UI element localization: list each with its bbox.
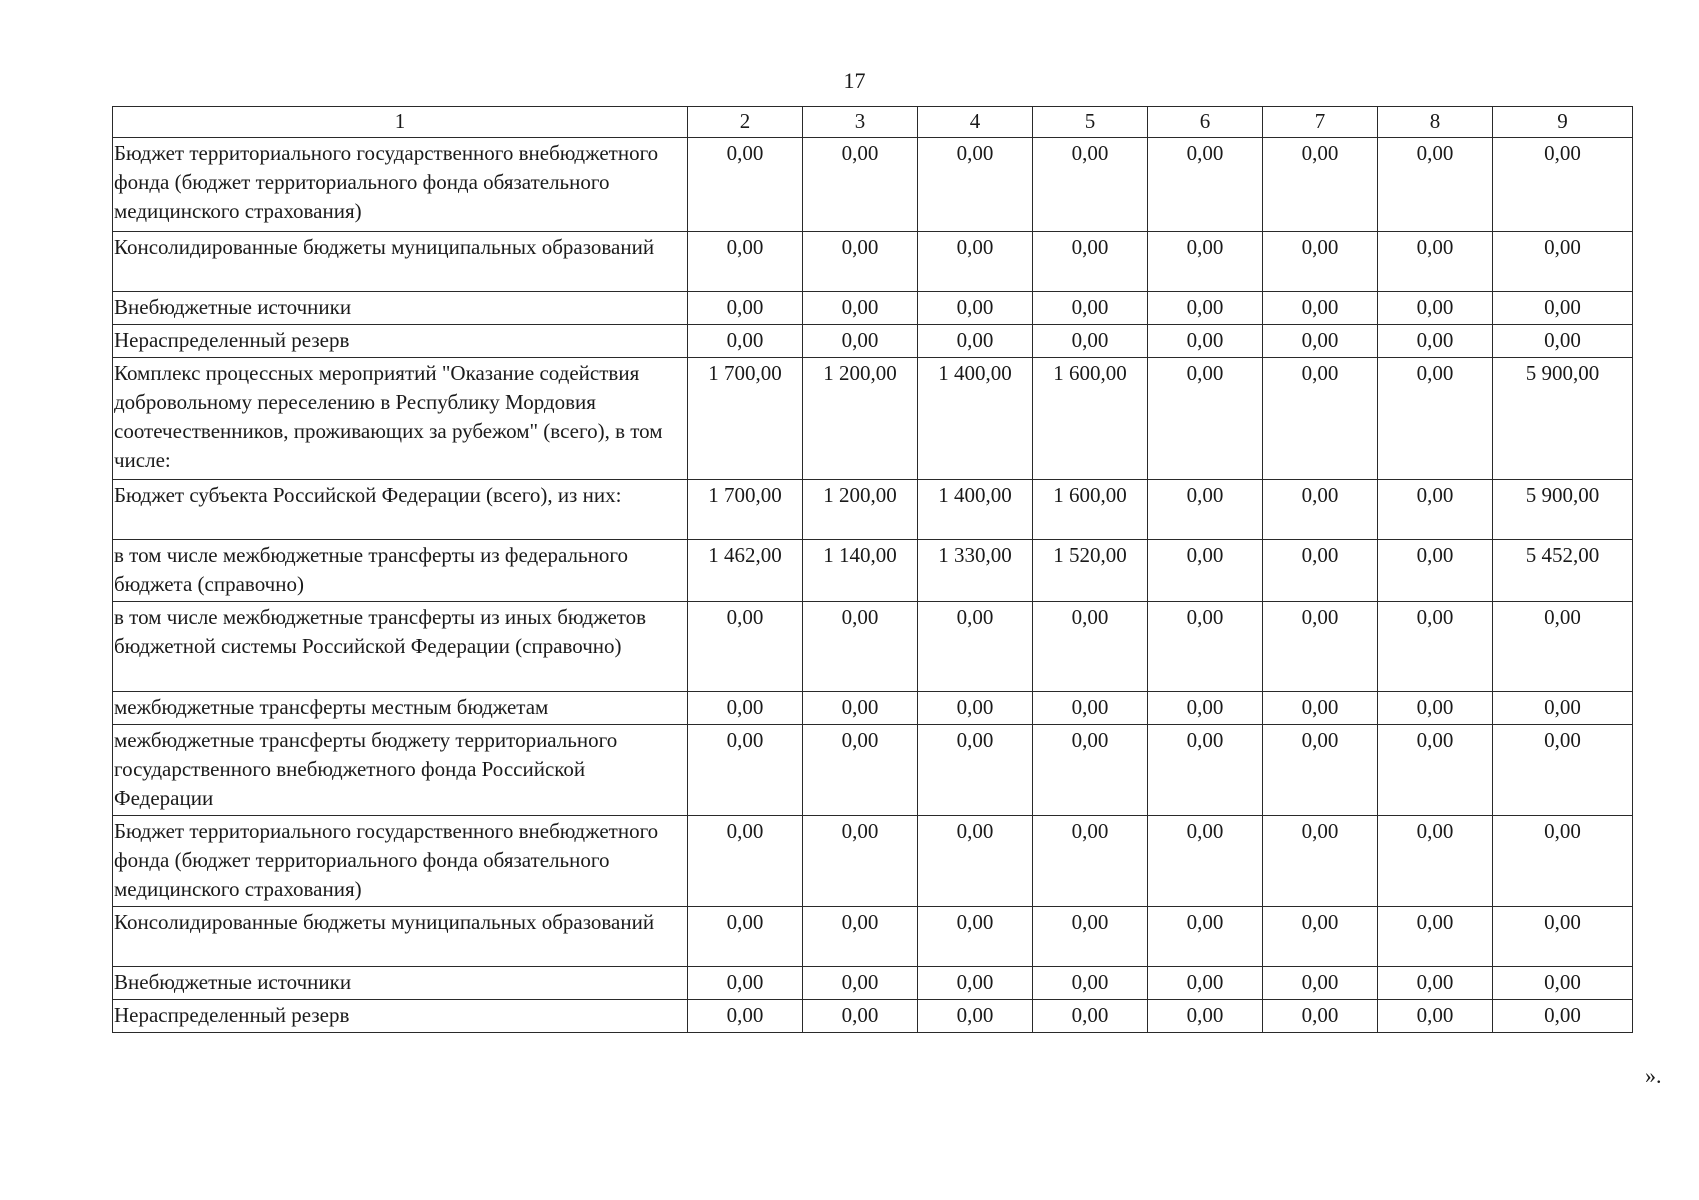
- value-cell: 0,00: [1148, 1000, 1263, 1033]
- value-cell: 0,00: [1148, 816, 1263, 907]
- value-cell: 0,00: [918, 692, 1033, 725]
- value-cell: 0,00: [1148, 725, 1263, 816]
- value-cell: 0,00: [803, 602, 918, 692]
- row-label: Внебюджетные источники: [113, 967, 688, 1000]
- value-cell: 0,00: [1263, 138, 1378, 232]
- value-cell: 0,00: [1033, 967, 1148, 1000]
- row-label: Бюджет территориального государственного внебюджетного фонда (бюджет территориального фонда обязательного медицинского страхования): [113, 816, 688, 907]
- row-label: Консолидированные бюджеты муниципальных образований: [113, 232, 688, 292]
- value-cell: 0,00: [1033, 602, 1148, 692]
- value-cell: 0,00: [1378, 692, 1493, 725]
- value-cell: 1 462,00: [688, 540, 803, 602]
- value-cell: 0,00: [1148, 480, 1263, 540]
- value-cell: 0,00: [1033, 816, 1148, 907]
- value-cell: 0,00: [1378, 358, 1493, 480]
- value-cell: 0,00: [803, 967, 918, 1000]
- value-cell: 1 400,00: [918, 358, 1033, 480]
- value-cell: 0,00: [1033, 725, 1148, 816]
- table-row: [113, 967, 1633, 1000]
- value-cell: 1 140,00: [803, 540, 918, 602]
- table-row: [113, 480, 1633, 540]
- value-cell: 0,00: [1148, 232, 1263, 292]
- value-cell: 0,00: [918, 967, 1033, 1000]
- value-cell: 0,00: [1148, 602, 1263, 692]
- value-cell: 0,00: [918, 325, 1033, 358]
- value-cell: 5 452,00: [1493, 540, 1633, 602]
- row-label: Бюджет субъекта Российской Федерации (всего), из них:: [113, 480, 688, 540]
- value-cell: 1 600,00: [1033, 480, 1148, 540]
- value-cell: 1 200,00: [803, 358, 918, 480]
- value-cell: 0,00: [1148, 138, 1263, 232]
- value-cell: 0,00: [688, 816, 803, 907]
- value-cell: 0,00: [1033, 232, 1148, 292]
- value-cell: 0,00: [803, 692, 918, 725]
- value-cell: 0,00: [1378, 725, 1493, 816]
- value-cell: 0,00: [918, 725, 1033, 816]
- table-row: [113, 232, 1633, 292]
- value-cell: 0,00: [688, 232, 803, 292]
- value-cell: 0,00: [1263, 725, 1378, 816]
- value-cell: 0,00: [688, 602, 803, 692]
- table-body: [113, 138, 1633, 1033]
- value-cell: 0,00: [803, 816, 918, 907]
- value-cell: 0,00: [1033, 1000, 1148, 1033]
- value-cell: 0,00: [1493, 816, 1633, 907]
- table-row: [113, 725, 1633, 816]
- value-cell: 1 400,00: [918, 480, 1033, 540]
- value-cell: 0,00: [688, 325, 803, 358]
- value-cell: 0,00: [803, 1000, 918, 1033]
- value-cell: 0,00: [803, 292, 918, 325]
- value-cell: 0,00: [918, 138, 1033, 232]
- value-cell: 0,00: [1378, 602, 1493, 692]
- value-cell: 0,00: [1378, 907, 1493, 967]
- value-cell: 0,00: [1493, 725, 1633, 816]
- value-cell: 0,00: [918, 816, 1033, 907]
- column-header: 9: [1493, 107, 1633, 138]
- value-cell: 1 600,00: [1033, 358, 1148, 480]
- row-label: Комплекс процессных мероприятий "Оказание содействия добровольному переселению в Республику Мордовия соотечественников, проживающих за рубежом" (всего), в том числе:: [113, 358, 688, 480]
- value-cell: 1 520,00: [1033, 540, 1148, 602]
- value-cell: 0,00: [918, 602, 1033, 692]
- row-label: в том числе межбюджетные трансферты из федерального бюджета (справочно): [113, 540, 688, 602]
- row-label: Бюджет территориального государственного внебюджетного фонда (бюджет территориального фонда обязательного медицинского страхования): [113, 138, 688, 232]
- row-label: Консолидированные бюджеты муниципальных образований: [113, 907, 688, 967]
- value-cell: 0,00: [1263, 292, 1378, 325]
- value-cell: 0,00: [1263, 602, 1378, 692]
- row-label: Внебюджетные источники: [113, 292, 688, 325]
- value-cell: 0,00: [1378, 232, 1493, 292]
- value-cell: 0,00: [918, 1000, 1033, 1033]
- value-cell: 0,00: [1263, 358, 1378, 480]
- value-cell: 0,00: [688, 725, 803, 816]
- column-header: 2: [688, 107, 803, 138]
- table-row: [113, 1000, 1633, 1033]
- value-cell: 0,00: [1148, 325, 1263, 358]
- table-row: [113, 325, 1633, 358]
- value-cell: 0,00: [688, 1000, 803, 1033]
- header-row: [113, 107, 1633, 138]
- column-header: 7: [1263, 107, 1378, 138]
- value-cell: 0,00: [1493, 907, 1633, 967]
- value-cell: 0,00: [1378, 480, 1493, 540]
- value-cell: 5 900,00: [1493, 358, 1633, 480]
- value-cell: 0,00: [1033, 138, 1148, 232]
- budget-table: [112, 106, 1633, 1033]
- table-row: [113, 816, 1633, 907]
- value-cell: 0,00: [918, 292, 1033, 325]
- column-header: 1: [113, 107, 688, 138]
- value-cell: 0,00: [1263, 325, 1378, 358]
- table-row: [113, 907, 1633, 967]
- value-cell: 0,00: [1378, 138, 1493, 232]
- value-cell: 0,00: [688, 292, 803, 325]
- value-cell: 0,00: [688, 907, 803, 967]
- row-label: в том числе межбюджетные трансферты из иных бюджетов бюджетной системы Российской Федерации (справочно): [113, 602, 688, 692]
- value-cell: 0,00: [688, 692, 803, 725]
- table-row: [113, 292, 1633, 325]
- row-label: Нераспределенный резерв: [113, 1000, 688, 1033]
- column-header: 4: [918, 107, 1033, 138]
- value-cell: 0,00: [1378, 1000, 1493, 1033]
- value-cell: 1 330,00: [918, 540, 1033, 602]
- value-cell: 0,00: [1493, 1000, 1633, 1033]
- row-label: Нераспределенный резерв: [113, 325, 688, 358]
- value-cell: 0,00: [1263, 232, 1378, 292]
- value-cell: 0,00: [1148, 692, 1263, 725]
- closing-quote-mark: ».: [1645, 1063, 1662, 1088]
- value-cell: 0,00: [1493, 692, 1633, 725]
- table-row: [113, 692, 1633, 725]
- column-header: 5: [1033, 107, 1148, 138]
- table-row: [113, 602, 1633, 692]
- value-cell: 0,00: [803, 232, 918, 292]
- value-cell: 0,00: [1033, 907, 1148, 967]
- value-cell: 0,00: [1493, 325, 1633, 358]
- value-cell: 0,00: [1148, 540, 1263, 602]
- value-cell: 0,00: [803, 138, 918, 232]
- value-cell: 0,00: [1033, 692, 1148, 725]
- column-header: 8: [1378, 107, 1493, 138]
- value-cell: 0,00: [1263, 540, 1378, 602]
- value-cell: 0,00: [1148, 967, 1263, 1000]
- page-number: 17: [843, 68, 866, 93]
- value-cell: 1 700,00: [688, 358, 803, 480]
- value-cell: 1 700,00: [688, 480, 803, 540]
- value-cell: 0,00: [1378, 540, 1493, 602]
- value-cell: 0,00: [803, 725, 918, 816]
- value-cell: 0,00: [1493, 138, 1633, 232]
- value-cell: 0,00: [1493, 602, 1633, 692]
- value-cell: 0,00: [1378, 967, 1493, 1000]
- value-cell: 0,00: [1378, 325, 1493, 358]
- value-cell: 0,00: [1493, 967, 1633, 1000]
- value-cell: 0,00: [918, 232, 1033, 292]
- row-label: межбюджетные трансферты бюджету территориального государственного внебюджетного фонда Российской Федерации: [113, 725, 688, 816]
- value-cell: 0,00: [803, 907, 918, 967]
- value-cell: 0,00: [1263, 1000, 1378, 1033]
- value-cell: 0,00: [918, 907, 1033, 967]
- value-cell: 0,00: [1263, 816, 1378, 907]
- value-cell: 5 900,00: [1493, 480, 1633, 540]
- value-cell: 0,00: [688, 138, 803, 232]
- value-cell: 0,00: [1033, 325, 1148, 358]
- table-header: [113, 107, 1633, 138]
- value-cell: 0,00: [1148, 358, 1263, 480]
- value-cell: 1 200,00: [803, 480, 918, 540]
- value-cell: 0,00: [1263, 967, 1378, 1000]
- table-row: [113, 138, 1633, 232]
- value-cell: 0,00: [1033, 292, 1148, 325]
- value-cell: 0,00: [1493, 232, 1633, 292]
- table-row: [113, 358, 1633, 480]
- value-cell: 0,00: [1263, 907, 1378, 967]
- table-row: [113, 540, 1633, 602]
- value-cell: 0,00: [1378, 292, 1493, 325]
- value-cell: 0,00: [1263, 480, 1378, 540]
- column-header: 3: [803, 107, 918, 138]
- column-header: 6: [1148, 107, 1263, 138]
- value-cell: 0,00: [1148, 292, 1263, 325]
- row-label: межбюджетные трансферты местным бюджетам: [113, 692, 688, 725]
- value-cell: 0,00: [1148, 907, 1263, 967]
- value-cell: 0,00: [1378, 816, 1493, 907]
- value-cell: 0,00: [688, 967, 803, 1000]
- value-cell: 0,00: [1263, 692, 1378, 725]
- value-cell: 0,00: [803, 325, 918, 358]
- value-cell: 0,00: [1493, 292, 1633, 325]
